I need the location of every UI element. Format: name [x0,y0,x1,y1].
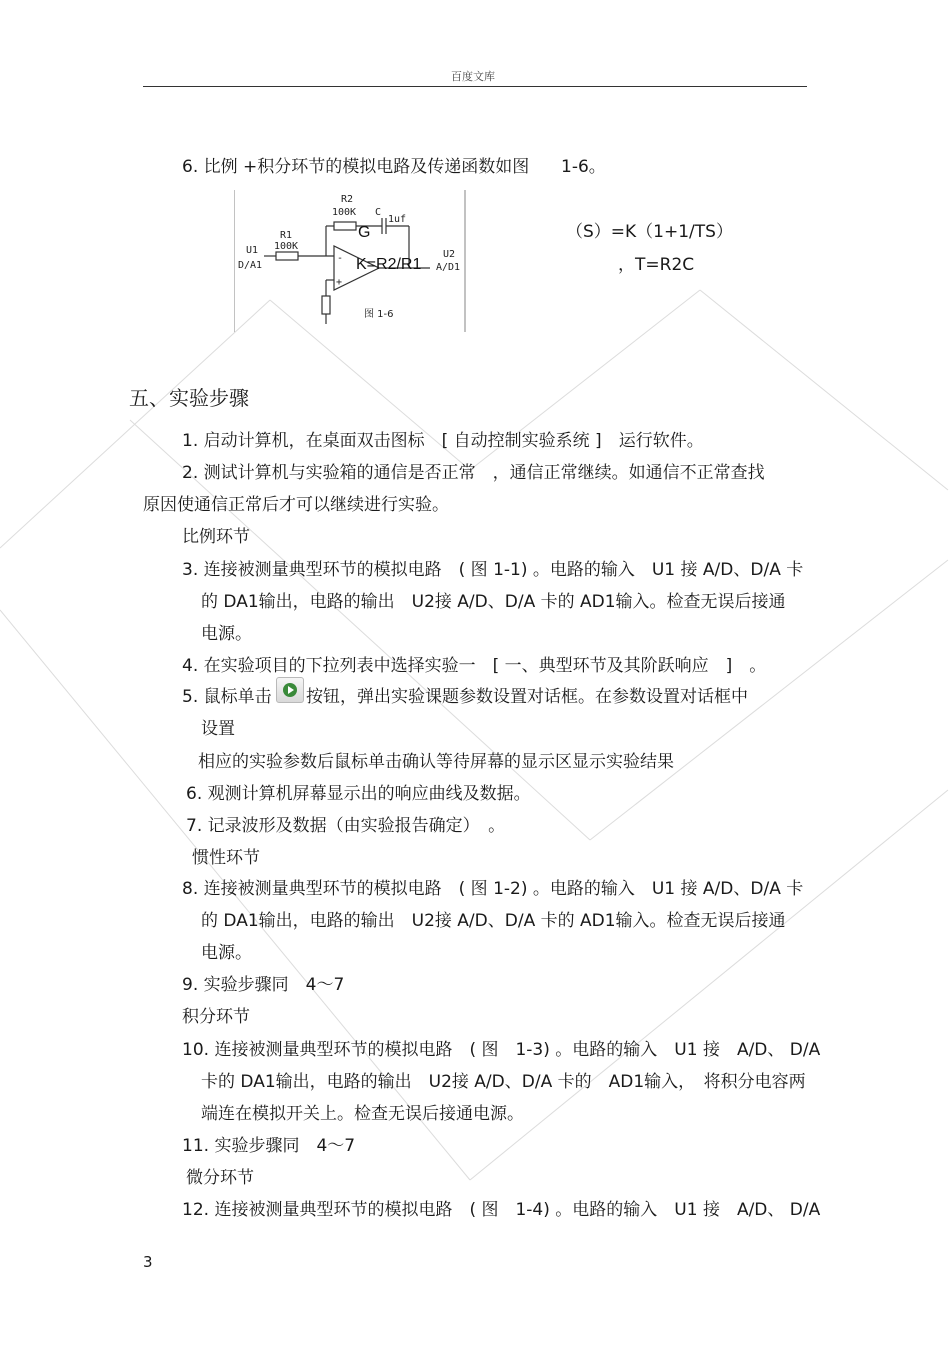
circuit-c-label: C [375,207,382,218]
subheading-proportional: 比例环节 [182,527,250,547]
step-10-line2: 卡的 DA1输出，电路的输出 U2接 A/D、D/A 卡的 AD1输入， 将积分电容两 [201,1072,806,1092]
circuit-diagram [234,190,466,332]
step-4: 4. 在实验项目的下拉列表中选择实验一 [ 一、典型环节及其阶跃响应 ] 。 [182,656,767,676]
step-3-line2: 的 DA1输出，电路的输出 U2接 A/D、D/A 卡的 AD1输入。检查无误后接通 [201,592,786,612]
step-2-line1: 2. 测试计算机与实验箱的通信是否正常 ，通信正常继续。如通信不正常查找 [182,463,765,483]
step-5-line3: 相应的实验参数后鼠标单击确认等待屏幕的显示区显示实验结果 [198,752,674,772]
circuit-u1-sub: D/A1 [238,260,263,271]
step-12-line1: 12. 连接被测量典型环节的模拟电路 ( 图 1-4) 。电路的输入 U1 接 A/D、 D/A [182,1200,821,1220]
circuit-r1-label: R1 [280,230,293,241]
step-6: 6. 观测计算机屏幕显示出的响应曲线及数据。 [186,784,531,804]
step-3-line3: 电源。 [201,624,252,644]
step-10-line1: 10. 连接被测量典型环节的模拟电路 ( 图 1-3) 。电路的输入 U1 接 A/D、 D/A [182,1040,821,1060]
svg-text:-: - [337,253,344,264]
formula-line1: （S）=K（1+1/TS） [566,222,733,242]
circuit-r1-value: 100K [274,241,299,252]
svg-text:+: + [336,277,343,288]
circuit-u2-sub: A/D1 [436,262,461,273]
subheading-derivative: 微分环节 [186,1168,254,1188]
step-9: 9. 实验步骤同 4～7 [182,975,345,995]
step-10-line3: 端连在模拟开关上。检查无误后接通电源。 [201,1104,524,1124]
subheading-inertia: 惯性环节 [192,848,260,868]
circuit-overlay-k: K=R2/R1 [356,256,422,273]
step-8-line2: 的 DA1输出，电路的输出 U2接 A/D、D/A 卡的 AD1输入。检查无误后接通 [201,911,786,931]
run-button-icon [276,677,304,703]
formula-line2: ，T=R2C [618,255,695,275]
circuit-r2-value: 100K [332,207,357,218]
step-8-line1: 8. 连接被测量典型环节的模拟电路 ( 图 1-2) 。电路的输入 U1 接 A/D、D/A 卡 [182,879,804,899]
section-five-heading: 五、实验步骤 [129,386,249,410]
step-7: 7. 记录波形及数据（由实验报告确定） 。 [186,816,506,836]
step-11: 11. 实验步骤同 4～7 [182,1136,356,1156]
step-5-prefix: 5. 鼠标单击 [182,687,272,707]
subheading-integral: 积分环节 [182,1007,250,1027]
circuit-overlay-g: G [358,224,371,241]
step-1: 1. 启动计算机，在桌面双击图标 [ 自动控制实验系统 ] 运行软件。 [182,431,704,451]
circuit-u2-label: U2 [443,249,456,260]
header-rule [143,86,807,87]
circuit-c-value: 1uf [388,214,407,225]
step-8-line3: 电源。 [201,943,252,963]
circuit-r2-label: R2 [341,194,354,205]
item6-text: 6. 比例 +积分环节的模拟电路及传递函数如图 [182,157,530,177]
circuit-u1-label: U1 [246,245,259,256]
play-icon [282,682,298,698]
circuit-caption: 图 1-6 [364,309,394,320]
page-number: 3 [143,1253,153,1271]
step-5-suffix: 按钮，弹出实验课题参数设置对话框。在参数设置对话框中 [306,687,748,707]
step-3-line1: 3. 连接被测量典型环节的模拟电路 ( 图 1-1) 。电路的输入 U1 接 A/D、D/A 卡 [182,560,804,580]
step-5-line2: 设置 [201,719,235,739]
header-site-name: 百度文库 [451,70,495,83]
step-2-line2: 原因使通信正常后才可以继续进行实验。 [143,495,449,515]
item6-figure-ref: 1-6。 [561,157,606,177]
